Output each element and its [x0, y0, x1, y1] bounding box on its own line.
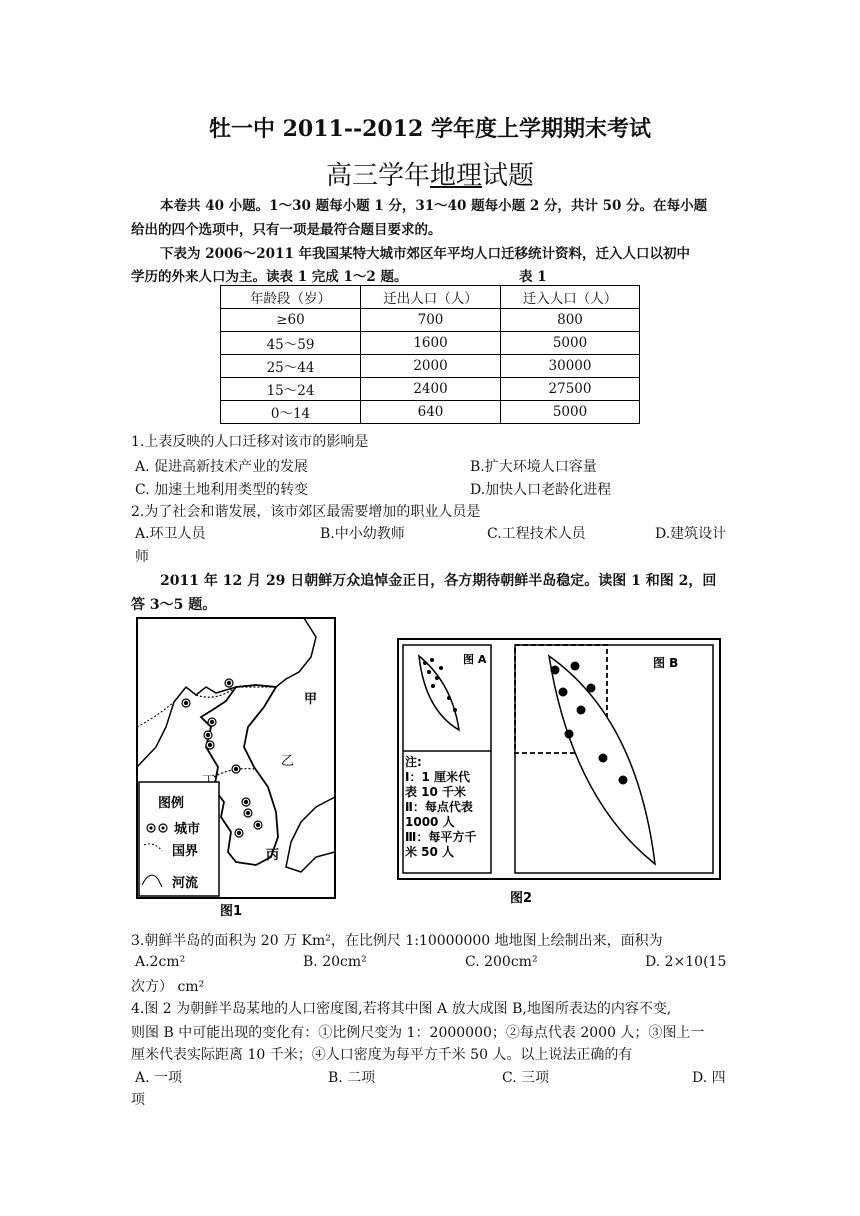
- q1-option-d: D.加快人口老龄化进程: [470, 482, 612, 498]
- legend-river-label: 河流: [172, 876, 199, 891]
- q4-line-1: 4.图 2 为朝鲜半岛某地的人口密度图,若将其中图 A 放大成图 B,地图所表达的内容不变,: [131, 1001, 672, 1017]
- table-row: [221, 378, 640, 401]
- exam-subtitle: [0, 155, 860, 192]
- q4-option-d-cont: 项: [131, 1092, 145, 1108]
- legend-title: 图例: [158, 796, 185, 811]
- population-dot: [439, 666, 443, 670]
- q3-option-a: A.2cm²: [135, 954, 186, 970]
- city-marker: [234, 767, 237, 770]
- fig2-label-b: 图 B: [653, 656, 679, 670]
- population-dot: [571, 662, 580, 671]
- q4-option-d: D. 四: [692, 1070, 726, 1086]
- fig2-note-2a: Ⅱ：每点代表: [405, 800, 473, 814]
- fig2-note-1a: Ⅰ：1 厘米代: [405, 770, 470, 784]
- q2-option-d: D.建筑设计: [655, 526, 727, 542]
- population-dot: [453, 708, 457, 712]
- city-marker: [227, 681, 230, 684]
- table-cell: 25～44: [221, 355, 361, 378]
- fig2-note-title: 注:: [405, 755, 422, 769]
- subtitle-subject: 地理: [429, 161, 482, 191]
- figure-2-map: [397, 638, 725, 910]
- table-cell: 700: [361, 309, 501, 332]
- legend-city-icon: [161, 826, 164, 829]
- population-dot: [619, 776, 628, 785]
- table-row: [221, 355, 640, 378]
- table-header-row: [221, 286, 640, 309]
- population-dot: [431, 684, 435, 688]
- population-dot: [559, 688, 568, 697]
- table-row: [221, 332, 640, 355]
- table-row: [221, 309, 640, 332]
- city-marker: [237, 831, 240, 834]
- population-dot: [577, 706, 586, 715]
- legend-city-icon: [149, 826, 152, 829]
- fig2-note-1b: 表 10 千米: [405, 785, 467, 799]
- q2-option-c: C.工程技术人员: [487, 526, 586, 542]
- figure-1-map: [136, 617, 348, 922]
- q2-option-b: B.中小幼教师: [320, 526, 405, 542]
- table-cell: 0～14: [221, 401, 361, 424]
- table-cell: ≥60: [221, 309, 361, 332]
- q3-option-c: C. 200cm²: [465, 954, 538, 970]
- label-yi: 乙: [281, 754, 295, 769]
- q3-stem: 3.朝鲜半岛的面积为 20 万 Km²，在比例尺 1:10000000 地地图上绘制出来，面积为: [131, 933, 663, 949]
- city-marker: [208, 743, 211, 746]
- table-cell: 45～59: [221, 332, 361, 355]
- migration-table: [220, 285, 640, 424]
- table-cell: 800: [501, 309, 640, 332]
- population-dot: [551, 666, 560, 675]
- figure-2-caption: 图2: [510, 891, 533, 906]
- table-header-cell: 迁入人口（人）: [501, 286, 640, 309]
- subtitle-part-b: 试题: [482, 161, 535, 191]
- population-dot: [587, 684, 596, 693]
- intro-line-4: 学历的外来人口为主。读表 1 完成 1～2 题。: [131, 269, 408, 285]
- table-cell: 1600: [361, 332, 501, 355]
- population-dot: [447, 696, 451, 700]
- population-dot: [435, 676, 439, 680]
- table-cell: 2000: [361, 355, 501, 378]
- city-marker: [184, 701, 187, 704]
- population-dot: [427, 670, 431, 674]
- fig2-note-3b: 米 50 人: [405, 845, 455, 859]
- table-cell: 15～24: [221, 378, 361, 401]
- q1-stem: 1.上表反映的人口迁移对该市的影响是: [131, 434, 369, 450]
- table-cell: 640: [361, 401, 501, 424]
- city-marker: [244, 800, 247, 803]
- table-header-cell: 年龄段（岁）: [221, 286, 361, 309]
- legend-city-label: 城市: [174, 822, 201, 837]
- q4-option-c: C. 三项: [502, 1070, 550, 1086]
- table-cell: 27500: [501, 378, 640, 401]
- city-marker: [210, 720, 213, 723]
- q2-option-a: A.环卫人员: [135, 526, 206, 542]
- q3-option-d: D. 2×10(15: [645, 954, 727, 970]
- q2-option-d-cont: 师: [135, 549, 149, 565]
- exam-title: 牡一中 2011--2012 学年度上学期期末考试: [208, 116, 652, 142]
- q4-line-3: 厘米代表实际距离 10 千米；④人口密度为每平方千米 50 人。以上说法正确的有: [131, 1047, 633, 1063]
- intro2-line-2: 答 3～5 题。: [131, 597, 217, 613]
- table-cell: 2400: [361, 378, 501, 401]
- q3-option-d-cont: 次方） cm²: [131, 979, 205, 995]
- q4-option-b: B. 二项: [328, 1070, 376, 1086]
- table-header-cell: 迁出人口（人）: [361, 286, 501, 309]
- intro2-line-1: 2011 年 12 月 29 日朝鲜万众追悼金正日，各方期待朝鲜半岛稳定。读图 1 和图 2，回: [160, 573, 717, 589]
- fig2-label-a: 图 A: [463, 653, 487, 666]
- q2-stem: 2.为了社会和谐发展，该市郊区最需要增加的职业人员是: [131, 504, 481, 520]
- q3-option-b: B. 20cm²: [303, 954, 367, 970]
- city-marker: [256, 823, 259, 826]
- population-dot: [430, 658, 434, 662]
- table-cell: 30000: [501, 355, 640, 378]
- population-dot: [423, 661, 427, 665]
- fig2-note-2b: 1000 人: [405, 815, 455, 829]
- table-row: [221, 401, 640, 424]
- label-jia: 甲: [304, 692, 318, 707]
- table-caption: 表 1: [519, 269, 547, 285]
- fig2-note-3a: Ⅲ：每平方千: [405, 830, 477, 844]
- city-marker: [206, 733, 209, 736]
- q1-option-b: B.扩大环境人口容量: [470, 459, 597, 475]
- intro-line-1: 本卷共 40 小题。1～30 题每小题 1 分，31～40 题每小题 2 分，共计 50 分。在每小题: [160, 198, 708, 214]
- label-bing: 丙: [266, 848, 280, 863]
- intro-line-2: 给出的四个选项中，只有一项是最符合题目要求的。: [131, 222, 442, 238]
- intro-line-3: 下表为 2006～2011 年我国某特大城市郊区年平均人口迁移统计资料，迁入人口以初中: [160, 246, 691, 262]
- city-marker: [246, 811, 249, 814]
- population-dot: [599, 754, 608, 763]
- figure-1-caption: 图1: [220, 904, 243, 919]
- subtitle-part-a: 高三学年: [325, 161, 430, 191]
- q1-option-c: C. 加速土地利用类型的转变: [135, 482, 309, 498]
- table-cell: 5000: [501, 401, 640, 424]
- q1-option-a: A. 促进高新技术产业的发展: [135, 459, 309, 475]
- population-dot: [565, 730, 574, 739]
- legend-border-label: 国界: [172, 844, 199, 859]
- table-cell: 5000: [501, 332, 640, 355]
- q4-option-a: A. 一项: [135, 1070, 183, 1086]
- q4-line-2: 则图 B 中可能出现的变化有：①比例尺变为 1：2000000；②每点代表 2000 人；③图上一: [131, 1025, 705, 1041]
